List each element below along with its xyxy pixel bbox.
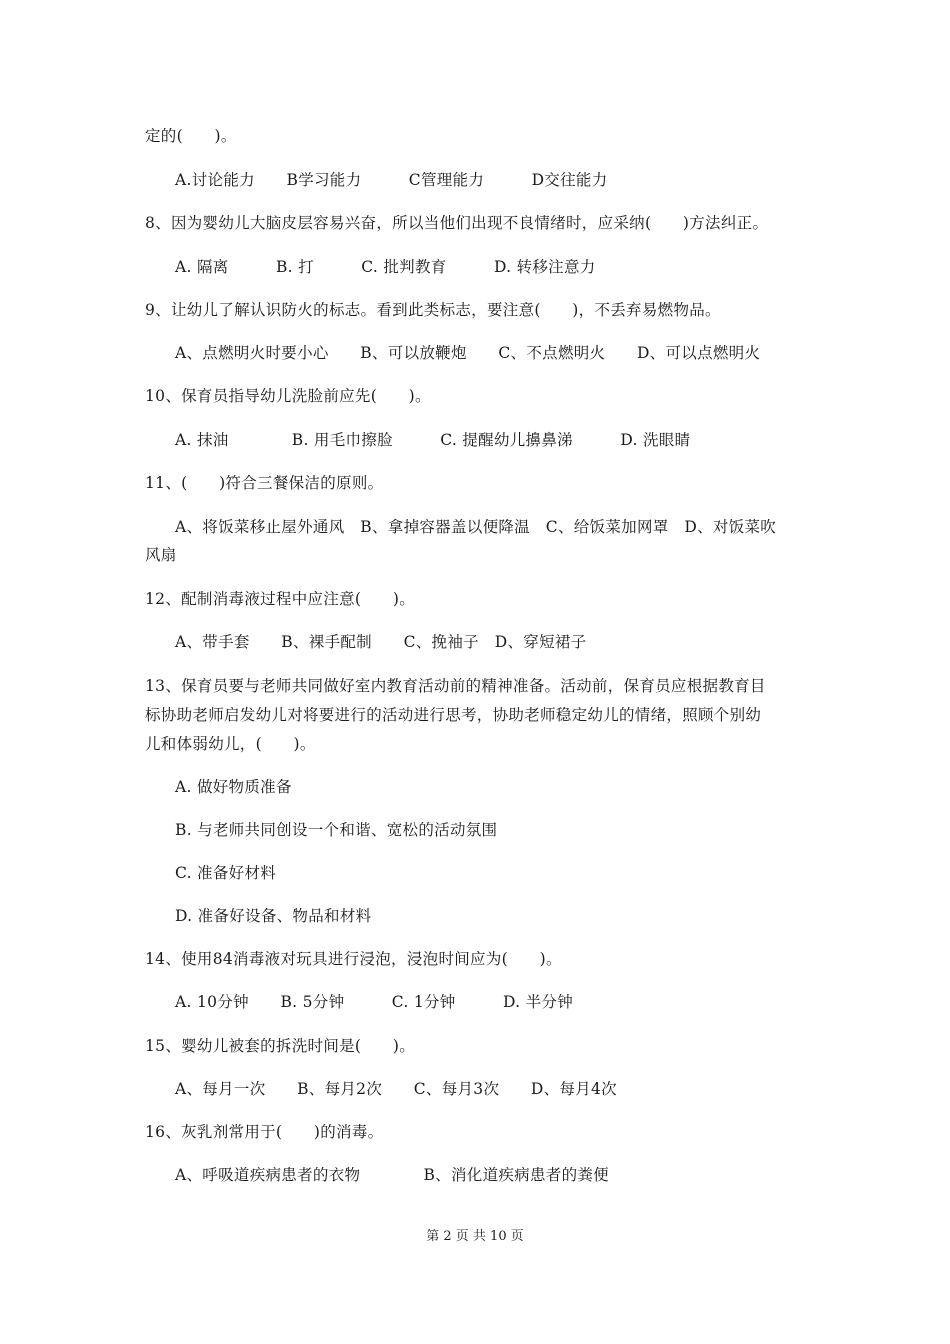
answer-option-b: B. 与老师共同创设一个和谐、宽松的活动氛围 (175, 821, 498, 839)
answer-options: A、呼吸道疾病患者的衣物 B、消化道疾病患者的粪便 (175, 1166, 609, 1184)
answer-option-c: C. 准备好材料 (175, 864, 277, 882)
answer-options: A、带手套 B、裸手配制 C、挽袖子 D、穿短裙子 (175, 633, 587, 651)
answer-option-d: D. 准备好设备、物品和材料 (175, 907, 372, 925)
question-14: 14、使用84消毒液对玩具进行浸泡，浸泡时间应为( )。 (145, 950, 562, 968)
question-9: 9、让幼儿了解认识防火的标志。看到此类标志，要注意( )，不丢弃易燃物品。 (145, 301, 721, 319)
answer-option-a: A. 做好物质准备 (175, 778, 292, 796)
question-13-continued: 儿和体弱幼儿，( )。 (145, 735, 316, 753)
answer-options: A. 10分钟 B. 5分钟 C. 1分钟 D. 半分钟 (175, 993, 574, 1011)
question-12: 12、配制消毒液过程中应注意( )。 (145, 590, 416, 608)
answer-options: A、将饭菜移止屋外通风 B、拿掉容器盖以便降温 C、给饭菜加网罩 D、对饭菜吹 (175, 518, 777, 536)
page-footer: 第 2 页 共 10 页 (426, 1229, 524, 1244)
question-13-continued: 标协助老师启发幼儿对将要进行的活动进行思考，协助老师稳定幼儿的情绪，照顾个别幼 (145, 706, 762, 724)
question-10: 10、保育员指导幼儿洗脸前应先( )。 (145, 387, 431, 405)
question-8: 8、因为婴幼儿大脑皮层容易兴奋，所以当他们出现不良情绪时，应采纳( )方法纠正。 (145, 214, 769, 232)
question-11: 11、( )符合三餐保洁的原则。 (145, 474, 384, 492)
question-16: 16、灰乳剂常用于( )的消毒。 (145, 1123, 384, 1141)
question-13: 13、保育员要与老师共同做好室内教育活动前的精神准备。活动前，保育员应根据教育目 (145, 677, 766, 695)
text-line: 定的( )。 (145, 127, 237, 145)
question-15: 15、婴幼儿被套的拆洗时间是( )。 (145, 1037, 416, 1055)
answer-options: A、点燃明火时要小心 B、可以放鞭炮 C、不点燃明火 D、可以点燃明火 (175, 344, 761, 362)
answer-options: A、每月一次 B、每月2次 C、每月3次 D、每月4次 (175, 1080, 617, 1098)
answer-options: A. 隔离 B. 打 C. 批判教育 D. 转移注意力 (175, 258, 596, 276)
answer-options-continued: 风扇 (145, 546, 177, 564)
answer-options: A.讨论能力 B学习能力 C管理能力 D交往能力 (175, 171, 608, 189)
answer-options: A. 抹油 B. 用毛巾擦脸 C. 提醒幼儿擤鼻涕 D. 洗眼睛 (175, 431, 691, 449)
